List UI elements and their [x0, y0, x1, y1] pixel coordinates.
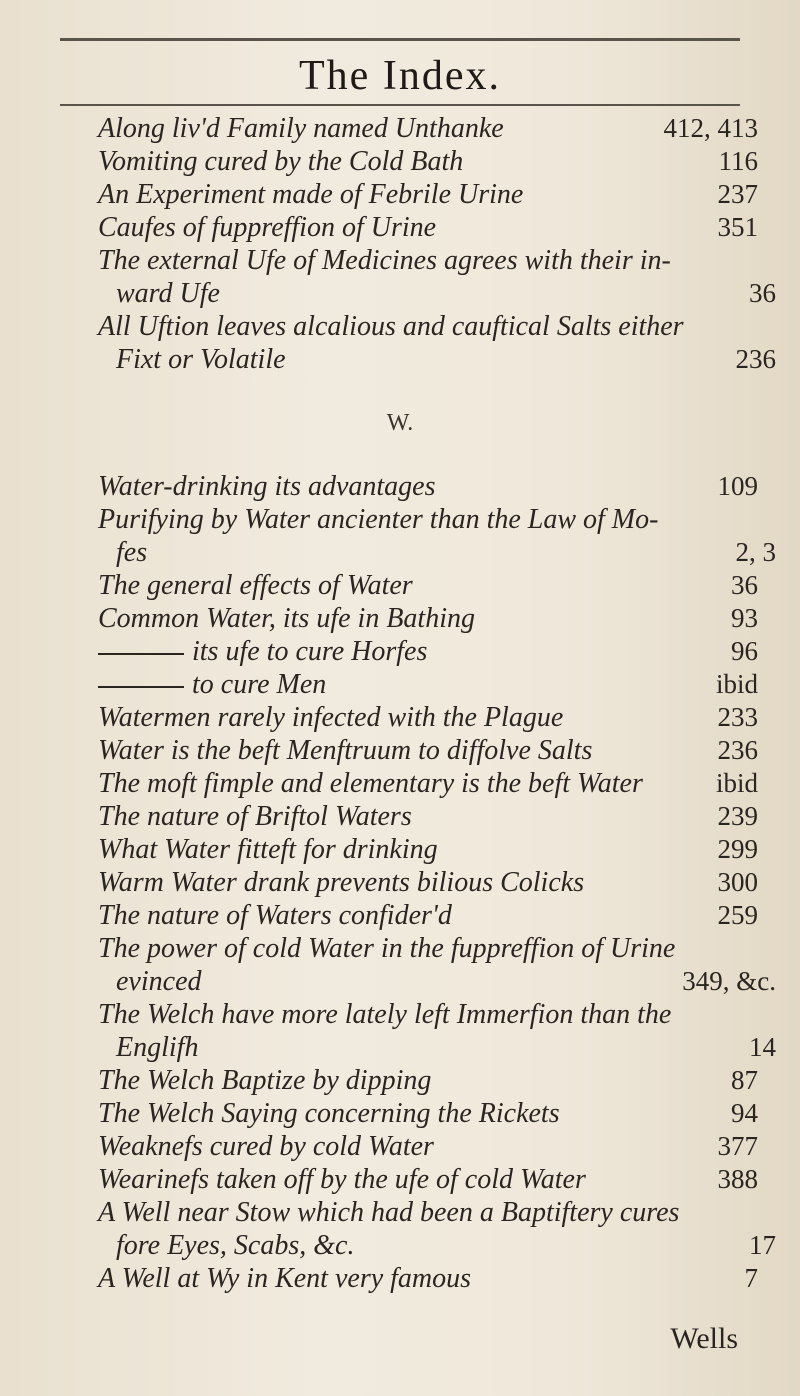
header-rule: [60, 104, 740, 106]
index-entry: its ufe to cure Horfes 96: [98, 635, 788, 668]
index-entry: Weaknefs cured by cold Water 377: [98, 1131, 758, 1162]
index-entry: Fixt or Volatile 236: [116, 344, 776, 375]
ditto-dash: [98, 686, 184, 688]
index-entry: Purifying by Water ancienter than the Law of Mo-: [98, 504, 659, 535]
index-entry: Common Water, its ufe in Bathing 93: [98, 603, 758, 634]
index-entry: ward Ufe 36: [116, 278, 776, 309]
index-entry: Wearinefs taken off by the ufe of cold Water 388: [98, 1164, 758, 1195]
index-entry: Vomiting cured by the Cold Bath 116: [98, 146, 758, 177]
index-entry: The external Ufe of Medicines agrees with their in-: [98, 245, 671, 276]
index-entry: What Water fitteft for drinking 299: [98, 834, 758, 865]
index-entry: Along liv'd Family named Unthanke 412, 413: [98, 113, 758, 144]
index-entry: The moft fimple and elementary is the beft Water ibid: [98, 768, 758, 799]
index-entry: fes 2, 3: [116, 537, 776, 568]
index-entry: Caufes of fuppreffion of Urine 351: [98, 212, 758, 243]
section-letter: W.: [386, 410, 414, 436]
index-entry: The nature of Waters confider'd 259: [98, 900, 758, 931]
ditto-dash: [98, 653, 184, 655]
catchword: Wells: [670, 1322, 738, 1355]
index-entry: fore Eyes, Scabs, &c. 17: [116, 1230, 776, 1261]
index-entry: The Welch Saying concerning the Rickets 94: [98, 1098, 758, 1129]
index-entry: All Uftion leaves alcalious and cauftical Salts either: [98, 311, 684, 342]
index-entry: A Well at Wy in Kent very famous 7: [98, 1263, 758, 1294]
index-entry: Englifh 14: [116, 1032, 776, 1063]
index-entry: The nature of Briftol Waters 239: [98, 801, 758, 832]
index-entry: A Well near Stow which had been a Baptiftery cures: [98, 1197, 680, 1228]
index-entry: Warm Water drank prevents bilious Colicks 300: [98, 867, 758, 898]
index-entry: The general effects of Water 36: [98, 570, 758, 601]
top-rule: [60, 38, 740, 41]
index-entry: The Welch have more lately left Immerfion than the: [98, 999, 672, 1030]
index-entry: Watermen rarely infected with the Plague 233: [98, 702, 758, 733]
index-entry: Water is the beft Menftruum to diffolve Salts 236: [98, 735, 758, 766]
page-header: The Index.: [299, 53, 501, 99]
index-entry: The Welch Baptize by dipping 87: [98, 1065, 758, 1096]
index-entry: The power of cold Water in the fuppreffion of Urine: [98, 933, 676, 964]
index-entry: An Experiment made of Febrile Urine 237: [98, 179, 758, 210]
index-entry: Water-drinking its advantages 109: [98, 471, 758, 502]
index-entry: to cure Men ibid: [98, 668, 788, 701]
index-entry: evinced 349, &c.: [116, 966, 776, 997]
